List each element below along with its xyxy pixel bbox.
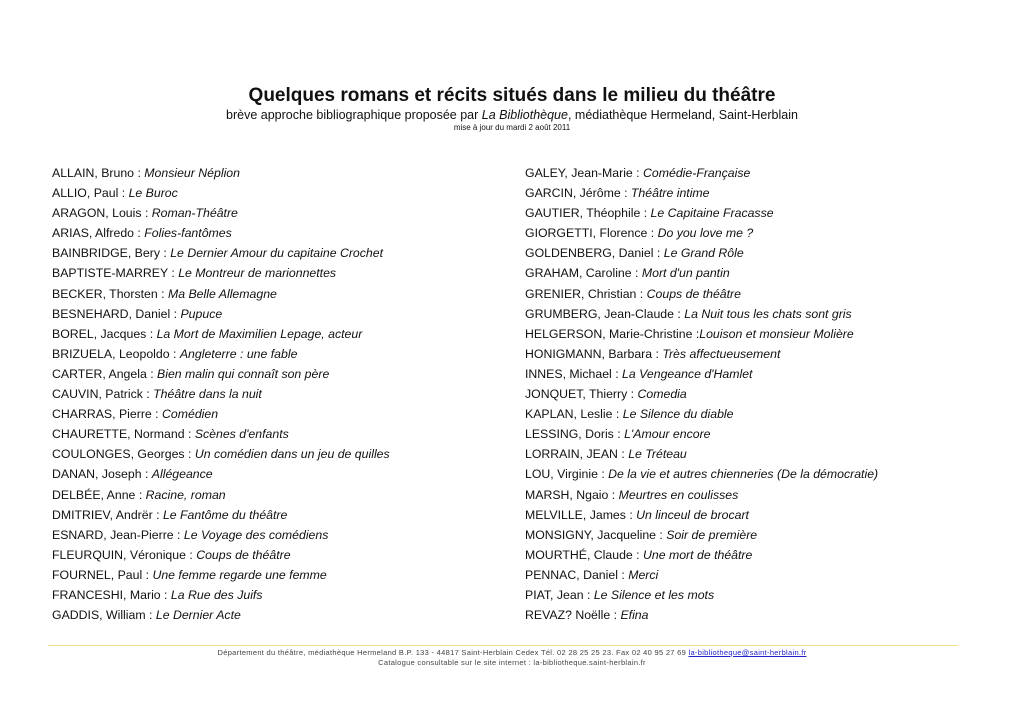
entry-author: BAINBRIDGE, Bery : xyxy=(52,246,171,261)
entry-author: CARTER, Angela : xyxy=(52,366,158,381)
update-date: mise à jour du mardi 2 août 2011 xyxy=(453,123,571,132)
entry-author: DELBÉE, Anne : xyxy=(52,487,146,502)
entry-title: Folies-fantômes xyxy=(144,226,232,241)
entry-author: BECKER, Thorsten : xyxy=(52,286,168,301)
entry-title: L'Amour encore xyxy=(624,427,711,442)
entry-author: LOU, Virginie : xyxy=(525,467,609,482)
bibliography-entry xyxy=(52,183,502,203)
bibliography-entry xyxy=(525,424,1005,444)
footer-contact xyxy=(0,648,1024,658)
bibliography-entry xyxy=(525,243,1005,263)
entry-title: Merci xyxy=(628,567,659,582)
entry-title: Allégeance xyxy=(151,467,213,482)
bibliography-entry xyxy=(52,444,502,464)
entry-author: MOURTHÉ, Claude : xyxy=(525,547,643,562)
entry-author: DANAN, Joseph : xyxy=(52,467,152,482)
footer-address: Département du théâtre, médiathèque Hermeland B.P. 133 - 44817 Saint-Herblain Cedex Tél. 02 28 25 25 23. Fax 02 40 95 27 69 xyxy=(217,648,689,657)
entry-author: PIAT, Jean : xyxy=(525,587,594,602)
entry-title: Racine, roman xyxy=(145,487,226,502)
entry-title: Le Tréteau xyxy=(628,447,687,462)
bibliography-entry xyxy=(525,525,1005,545)
entry-author: FOURNEL, Paul : xyxy=(52,567,153,582)
entry-title: Le Voyage des comédiens xyxy=(183,527,329,542)
page-subtitle xyxy=(0,108,1024,122)
bibliography-entry xyxy=(52,424,502,444)
entry-title: Le Silence et les mots xyxy=(593,587,715,602)
entry-title: De la vie et autres chienneries (De la démocratie) xyxy=(608,467,879,482)
entry-title: Une mort de théâtre xyxy=(643,547,753,562)
bibliography-entry xyxy=(525,344,1005,364)
entry-title: Le Buroc xyxy=(128,186,178,201)
bibliography-entry xyxy=(52,464,502,484)
entry-author: ARAGON, Louis : xyxy=(52,206,152,221)
entry-title: Comédie-Française xyxy=(643,166,751,180)
entry-title: Angleterre : une fable xyxy=(179,346,298,361)
entry-title: Le Dernier Acte xyxy=(155,608,241,623)
bibliography-entry xyxy=(52,585,502,605)
entry-author: BESNEHARD, Daniel : xyxy=(52,306,181,321)
entry-title: Pupuce xyxy=(180,306,223,321)
bibliography-entry xyxy=(525,284,1005,304)
footer-divider xyxy=(48,645,958,646)
entry-author: GADDIS, William : xyxy=(52,608,156,623)
entry-title: Le Dernier Amour du capitaine Crochet xyxy=(170,246,384,261)
entry-title: Ma Belle Allemagne xyxy=(167,286,277,301)
bibliography-entry xyxy=(52,223,502,243)
bibliography-entry xyxy=(525,505,1005,525)
document-header xyxy=(0,85,1024,133)
entry-author: JONQUET, Thierry : xyxy=(525,387,638,402)
entry-author: GARCIN, Jérôme : xyxy=(525,186,631,201)
bibliography-entry xyxy=(525,485,1005,505)
entry-title: Louison et monsieur Molière xyxy=(699,326,854,341)
entry-title: Mort d'un pantin xyxy=(641,266,730,281)
entry-author: GOLDENBERG, Daniel : xyxy=(525,246,664,261)
entry-author: ARIAS, Alfredo : xyxy=(52,226,145,241)
entry-title: La Rue des Juifs xyxy=(170,587,263,602)
bibliography-entry xyxy=(525,585,1005,605)
entry-title: Do you love me ? xyxy=(657,226,754,241)
library-name: La Bibliothèque xyxy=(481,108,568,122)
entry-title: Très affectueusement xyxy=(662,346,781,361)
bibliography-entry xyxy=(52,545,502,565)
entry-author: MONSIGNY, Jacqueline : xyxy=(525,527,667,542)
entry-author: FRANCESHI, Mario : xyxy=(52,587,171,602)
entry-author: KAPLAN, Leslie : xyxy=(525,407,623,422)
bibliography-entry xyxy=(525,384,1005,404)
entry-author: ESNARD, Jean-Pierre : xyxy=(52,527,184,542)
entry-author: REVAZ? Noëlle : xyxy=(525,608,621,623)
entry-title: Théâtre intime xyxy=(630,186,710,201)
entry-title: La Vengeance d'Hamlet xyxy=(622,366,753,381)
bibliography-entry xyxy=(52,263,502,283)
subtitle-text: brève approche bibliographique proposée par xyxy=(226,108,482,122)
bibliography-entry xyxy=(52,384,502,404)
bibliography-entry xyxy=(52,565,502,585)
entry-author: GAUTIER, Théophile : xyxy=(525,206,651,221)
bibliography-entry xyxy=(52,203,502,223)
entry-title: Le Silence du diable xyxy=(622,407,734,422)
entry-author: CHAURETTE, Normand : xyxy=(52,427,195,442)
entry-title: La Nuit tous les chats sont gris xyxy=(684,306,852,321)
subtitle-location: , médiathèque Hermeland, Saint-Herblain xyxy=(567,108,798,122)
entry-title: Scènes d'enfants xyxy=(194,427,289,442)
bibliography-entry xyxy=(525,605,1005,625)
entry-title: Efina xyxy=(620,608,649,623)
bibliography-entry xyxy=(52,605,502,625)
entry-author: HELGERSON, Marie-Christine : xyxy=(525,326,700,341)
entry-title: Roman-Théâtre xyxy=(151,206,238,221)
entry-author: BOREL, Jacques : xyxy=(52,326,157,341)
entry-title: Comédien xyxy=(162,407,219,422)
footer xyxy=(0,648,1024,668)
footer-catalogue: Catalogue consultable sur le site internet : la-bibliotheque.saint-herblain.fr xyxy=(378,658,646,667)
bibliography-entry xyxy=(525,364,1005,384)
entry-author: COULONGES, Georges : xyxy=(52,447,195,462)
entry-author: MELVILLE, James : xyxy=(525,507,637,522)
bibliography-entry xyxy=(525,203,1005,223)
entry-title: Coups de théâtre xyxy=(646,286,741,301)
bibliography-entry xyxy=(52,163,502,183)
entry-author: GRENIER, Christian : xyxy=(525,286,647,301)
bibliography-entry xyxy=(525,464,1005,484)
entry-title: Le Fantôme du théâtre xyxy=(162,507,288,522)
entry-title: Soir de première xyxy=(666,527,758,542)
bibliography-entry xyxy=(52,284,502,304)
bibliography-entry xyxy=(52,404,502,424)
bibliography-entry xyxy=(52,364,502,384)
entry-title: Le Capitaine Fracasse xyxy=(650,206,774,221)
right-column-list xyxy=(525,163,1005,625)
entry-title: Monsieur Néplion xyxy=(144,166,240,180)
bibliography-entry xyxy=(52,344,502,364)
entry-author: FLEURQUIN, Véronique : xyxy=(52,547,197,562)
entry-title: Bien malin qui connaît son père xyxy=(157,366,330,381)
entry-author: ALLIO, Paul : xyxy=(52,186,129,201)
bibliography-entry xyxy=(52,485,502,505)
entry-author: LORRAIN, JEAN : xyxy=(525,447,629,462)
bibliography-entry xyxy=(525,444,1005,464)
bibliography-entry xyxy=(52,505,502,525)
entry-author: GIORGETTI, Florence : xyxy=(525,226,658,241)
entry-title: La Mort de Maximilien Lepage, acteur xyxy=(156,326,363,341)
bibliography-entry xyxy=(525,404,1005,424)
bibliography-entry xyxy=(52,324,502,344)
bibliography-entry xyxy=(525,304,1005,324)
entry-title: Un comédien dans un jeu de quilles xyxy=(194,447,390,462)
entry-title: Coups de théâtre xyxy=(196,547,291,562)
left-column-list xyxy=(52,163,502,625)
entry-author: INNES, Michael : xyxy=(525,366,623,381)
entry-title: Théâtre dans la nuit xyxy=(153,387,262,402)
bibliography-entry xyxy=(525,545,1005,565)
bibliography-entry xyxy=(525,565,1005,585)
footer-email-link[interactable]: la-bibliotheque@saint-herblain.fr xyxy=(688,648,807,657)
entry-author: BRIZUELA, Leopoldo : xyxy=(52,346,180,361)
page-title: Quelques romans et récits situés dans le milieu du théâtre xyxy=(248,85,776,106)
entry-author: GRUMBERG, Jean-Claude : xyxy=(525,306,685,321)
entry-author: CAUVIN, Patrick : xyxy=(52,387,154,402)
entry-author: MARSH, Ngaio : xyxy=(525,487,619,502)
bibliography-entry xyxy=(52,243,502,263)
entry-author: GRAHAM, Caroline : xyxy=(525,266,642,281)
entry-title: Meurtres en coulisses xyxy=(618,487,739,502)
entry-title: Le Grand Rôle xyxy=(663,246,744,261)
bibliography-entry xyxy=(52,525,502,545)
entry-author: BAPTISTE-MARREY : xyxy=(52,266,179,281)
bibliography-entry xyxy=(525,263,1005,283)
entry-author: GALEY, Jean-Marie : xyxy=(525,166,644,180)
entry-author: ALLAIN, Bruno : xyxy=(52,166,145,180)
entry-author: HONIGMANN, Barbara : xyxy=(525,346,663,361)
bibliography-entry xyxy=(525,163,1005,183)
entry-author: CHARRAS, Pierre : xyxy=(52,407,163,422)
entry-title: Un linceul de brocart xyxy=(636,507,749,522)
bibliography-entry xyxy=(525,183,1005,203)
bibliography-entry xyxy=(525,324,1005,344)
entry-title: Le Montreur de marionnettes xyxy=(178,266,337,281)
entry-author: LESSING, Doris : xyxy=(525,427,625,442)
entry-author: PENNAC, Daniel : xyxy=(525,567,629,582)
bibliography-entry xyxy=(525,223,1005,243)
entry-title: Comedia xyxy=(637,387,687,402)
entry-title: Une femme regarde une femme xyxy=(152,567,327,582)
bibliography-entry xyxy=(52,304,502,324)
entry-author: DMITRIEV, Andrër : xyxy=(52,507,163,522)
